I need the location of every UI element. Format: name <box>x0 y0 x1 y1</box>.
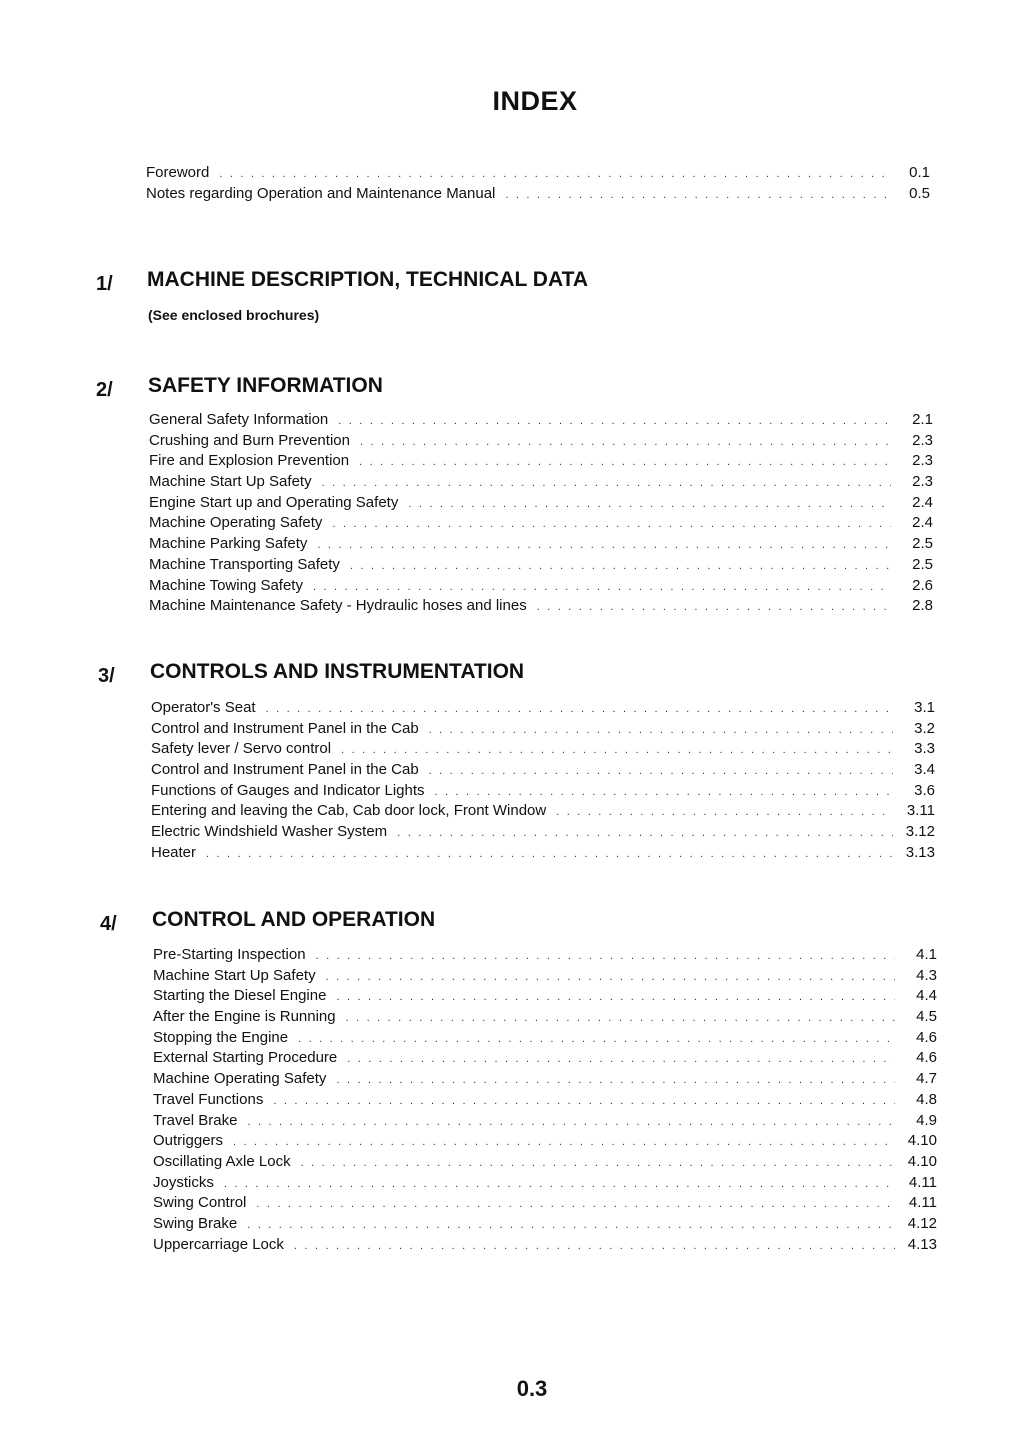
toc-entry-label: Travel Brake <box>153 1111 238 1129</box>
section-4-list <box>153 945 937 1255</box>
leader-dots <box>316 946 895 967</box>
toc-entry-page: 4.4 <box>916 987 937 1005</box>
toc-entry-page: 4.12 <box>907 1214 937 1232</box>
toc-entry[interactable] <box>151 801 935 822</box>
toc-entry-label: Machine Transporting Safety <box>149 555 340 573</box>
toc-entry-page: 4.3 <box>916 966 937 984</box>
toc-entry-label: Machine Operating Safety <box>149 514 323 532</box>
leader-dots <box>273 1091 895 1112</box>
toc-entry-page: 4.10 <box>907 1152 937 1170</box>
toc-entry-label: General Safety Information <box>149 411 329 428</box>
leader-dots <box>556 802 893 823</box>
leader-dots <box>298 1029 895 1050</box>
section-title: MACHINE DESCRIPTION, TECHNICAL DATA <box>147 268 588 291</box>
toc-entry[interactable] <box>149 596 933 617</box>
leader-dots <box>266 699 893 720</box>
toc-entry-label: Operator's Seat <box>151 699 256 716</box>
toc-entry[interactable] <box>149 410 933 431</box>
toc-entry-label: Machine Parking Safety <box>149 535 308 553</box>
toc-entry[interactable] <box>153 1069 937 1090</box>
leader-dots <box>347 1049 895 1070</box>
toc-entry-label: Foreword <box>146 164 210 181</box>
leader-dots <box>336 1070 895 1091</box>
leader-dots <box>322 473 891 494</box>
toc-entry-label: Engine Start up and Operating Safety <box>149 493 399 511</box>
toc-entry[interactable] <box>149 472 933 493</box>
toc-entry-page: 2.3 <box>912 431 933 449</box>
toc-entry-page: 4.8 <box>916 1090 937 1108</box>
toc-entry-page: 4.13 <box>907 1235 937 1253</box>
intro-list <box>146 163 930 204</box>
toc-entry[interactable] <box>149 576 933 597</box>
toc-entry-label: Crushing and Burn Prevention <box>149 431 350 449</box>
leader-dots <box>294 1236 895 1257</box>
leader-dots <box>317 535 891 556</box>
toc-entry-label: External Starting Procedure <box>153 1049 338 1067</box>
leader-dots <box>301 1153 895 1174</box>
toc-entry-page: 3.13 <box>905 843 935 861</box>
toc-entry-page: 2.4 <box>912 493 933 511</box>
toc-entry[interactable] <box>149 534 933 555</box>
toc-entry-label: Functions of Gauges and Indicator Lights <box>151 781 425 799</box>
toc-entry-label: Machine Towing Safety <box>149 576 303 594</box>
toc-entry-label: Stopping the Engine <box>153 1028 289 1046</box>
leader-dots <box>326 967 895 988</box>
toc-entry[interactable] <box>151 843 935 864</box>
toc-entry-page: 2.8 <box>912 597 933 615</box>
section-2-list <box>149 410 933 617</box>
section-number: 2/ <box>96 379 113 401</box>
toc-entry[interactable] <box>153 1173 937 1194</box>
toc-entry-label: Machine Start Up Safety <box>153 966 316 984</box>
toc-entry[interactable] <box>151 719 935 740</box>
toc-entry[interactable] <box>151 698 935 719</box>
toc-entry-label: Swing Brake <box>153 1214 238 1232</box>
section-number: 3/ <box>98 665 115 687</box>
toc-entry[interactable] <box>149 451 933 472</box>
toc-entry-label: Starting the Diesel Engine <box>153 987 327 1005</box>
toc-entry-label: Pre-Starting Inspection <box>153 946 306 963</box>
leader-dots <box>332 514 891 535</box>
toc-entry-label: Machine Start Up Safety <box>149 473 312 491</box>
toc-entry-page: 2.5 <box>912 555 933 573</box>
section-note: (See enclosed brochures) <box>148 307 320 323</box>
section-title: CONTROL AND OPERATION <box>152 908 436 931</box>
leader-dots <box>233 1132 895 1153</box>
toc-entry-page: 4.5 <box>916 1008 937 1026</box>
toc-entry-page: 4.11 <box>908 1194 937 1212</box>
toc-entry-page: 2.3 <box>912 473 933 491</box>
leader-dots <box>224 1174 895 1195</box>
leader-dots <box>206 844 893 865</box>
toc-entry-page: 2.5 <box>912 535 933 553</box>
toc-entry[interactable] <box>149 513 933 534</box>
toc-entry-page: 4.6 <box>916 1049 937 1067</box>
toc-entry-label: Notes regarding Operation and Maintenance Manual <box>146 184 496 202</box>
leader-dots <box>336 987 895 1008</box>
leader-dots <box>537 597 891 618</box>
leader-dots <box>429 720 893 741</box>
toc-entry[interactable] <box>153 1193 937 1214</box>
toc-entry-label: Machine Operating Safety <box>153 1070 327 1088</box>
toc-entry-label: Machine Maintenance Safety - Hydraulic hoses and lines <box>149 597 527 615</box>
toc-entry-label: Control and Instrument Panel in the Cab <box>151 761 419 779</box>
leader-dots <box>505 185 888 206</box>
leader-dots <box>346 1008 895 1029</box>
leader-dots <box>408 494 891 515</box>
toc-entry-label: Swing Control <box>153 1194 247 1212</box>
toc-entry-page: 2.4 <box>912 514 933 532</box>
section-number: 1/ <box>96 273 113 295</box>
toc-entry-page: 4.11 <box>908 1173 937 1191</box>
leader-dots <box>435 782 893 803</box>
toc-entry-page: 3.12 <box>905 823 935 841</box>
page-number: 0.3 <box>516 1376 548 1401</box>
toc-entry[interactable] <box>153 986 937 1007</box>
leader-dots <box>338 411 891 432</box>
leader-dots <box>247 1112 895 1133</box>
toc-entry-page: 3.6 <box>914 781 935 799</box>
toc-entry-label: Travel Functions <box>153 1090 264 1108</box>
leader-dots <box>247 1215 895 1236</box>
toc-entry-page: 3.3 <box>914 740 935 758</box>
leader-dots <box>429 761 893 782</box>
toc-entry[interactable] <box>153 1048 937 1069</box>
toc-entry[interactable] <box>153 1090 937 1111</box>
toc-entry-label: Uppercarriage Lock <box>153 1235 284 1253</box>
leader-dots <box>360 432 891 453</box>
toc-entry-page: 0.1 <box>909 164 930 181</box>
toc-entry-page: 4.6 <box>916 1028 937 1046</box>
toc-entry-label: Oscillating Axle Lock <box>153 1152 291 1170</box>
toc-entry[interactable] <box>153 1111 937 1132</box>
toc-entry-page: 3.1 <box>914 699 935 716</box>
leader-dots <box>359 452 891 473</box>
section-title: SAFETY INFORMATION <box>148 374 383 397</box>
toc-entry-page: 3.4 <box>914 761 935 779</box>
toc-entry-page: 3.2 <box>914 719 935 737</box>
leader-dots <box>397 823 893 844</box>
toc-entry-label: Electric Windshield Washer System <box>151 823 388 841</box>
leader-dots <box>219 164 888 185</box>
toc-entry-label: After the Engine is Running <box>153 1008 336 1026</box>
toc-entry-page: 2.1 <box>912 411 933 428</box>
leader-dots <box>350 556 891 577</box>
leader-dots <box>341 740 893 761</box>
toc-entry-page: 4.7 <box>916 1070 937 1088</box>
toc-entry[interactable] <box>153 1235 937 1256</box>
toc-entry[interactable] <box>153 966 937 987</box>
section-3-list <box>151 698 935 864</box>
page-title: INDEX <box>492 86 578 116</box>
toc-entry-notes[interactable] <box>146 184 930 205</box>
toc-entry-label: Entering and leaving the Cab, Cab door lock, Front Window <box>151 802 547 820</box>
toc-entry[interactable] <box>153 1131 937 1152</box>
leader-dots <box>256 1194 895 1215</box>
toc-entry-label: Safety lever / Servo control <box>151 740 332 758</box>
toc-entry[interactable] <box>153 1028 937 1049</box>
toc-entry-label: Fire and Explosion Prevention <box>149 452 350 470</box>
toc-entry[interactable] <box>149 431 933 452</box>
toc-entry[interactable] <box>151 781 935 802</box>
toc-entry-page: 3.11 <box>906 802 935 820</box>
toc-entry-page: 2.3 <box>912 452 933 470</box>
toc-entry[interactable] <box>149 493 933 514</box>
toc-entry-page: 4.10 <box>907 1132 937 1150</box>
toc-entry-page: 0.5 <box>909 184 930 202</box>
section-title: CONTROLS AND INSTRUMENTATION <box>150 660 525 683</box>
toc-entry-page: 2.6 <box>912 576 933 594</box>
toc-entry[interactable] <box>151 739 935 760</box>
toc-entry-page: 4.1 <box>916 946 937 963</box>
toc-entry[interactable] <box>149 555 933 576</box>
toc-entry-label: Outriggers <box>153 1132 224 1150</box>
toc-entry-page: 4.9 <box>916 1111 937 1129</box>
toc-entry-label: Control and Instrument Panel in the Cab <box>151 719 419 737</box>
toc-entry-label: Joysticks <box>153 1173 214 1191</box>
toc-entry[interactable] <box>153 945 937 966</box>
toc-entry-foreword[interactable] <box>146 163 930 184</box>
toc-entry[interactable] <box>153 1007 937 1028</box>
toc-entry[interactable] <box>151 760 935 781</box>
toc-entry[interactable] <box>153 1214 937 1235</box>
toc-entry[interactable] <box>151 822 935 843</box>
toc-entry[interactable] <box>153 1152 937 1173</box>
section-number: 4/ <box>100 913 117 935</box>
toc-entry-label: Heater <box>151 843 197 861</box>
leader-dots <box>313 577 891 598</box>
